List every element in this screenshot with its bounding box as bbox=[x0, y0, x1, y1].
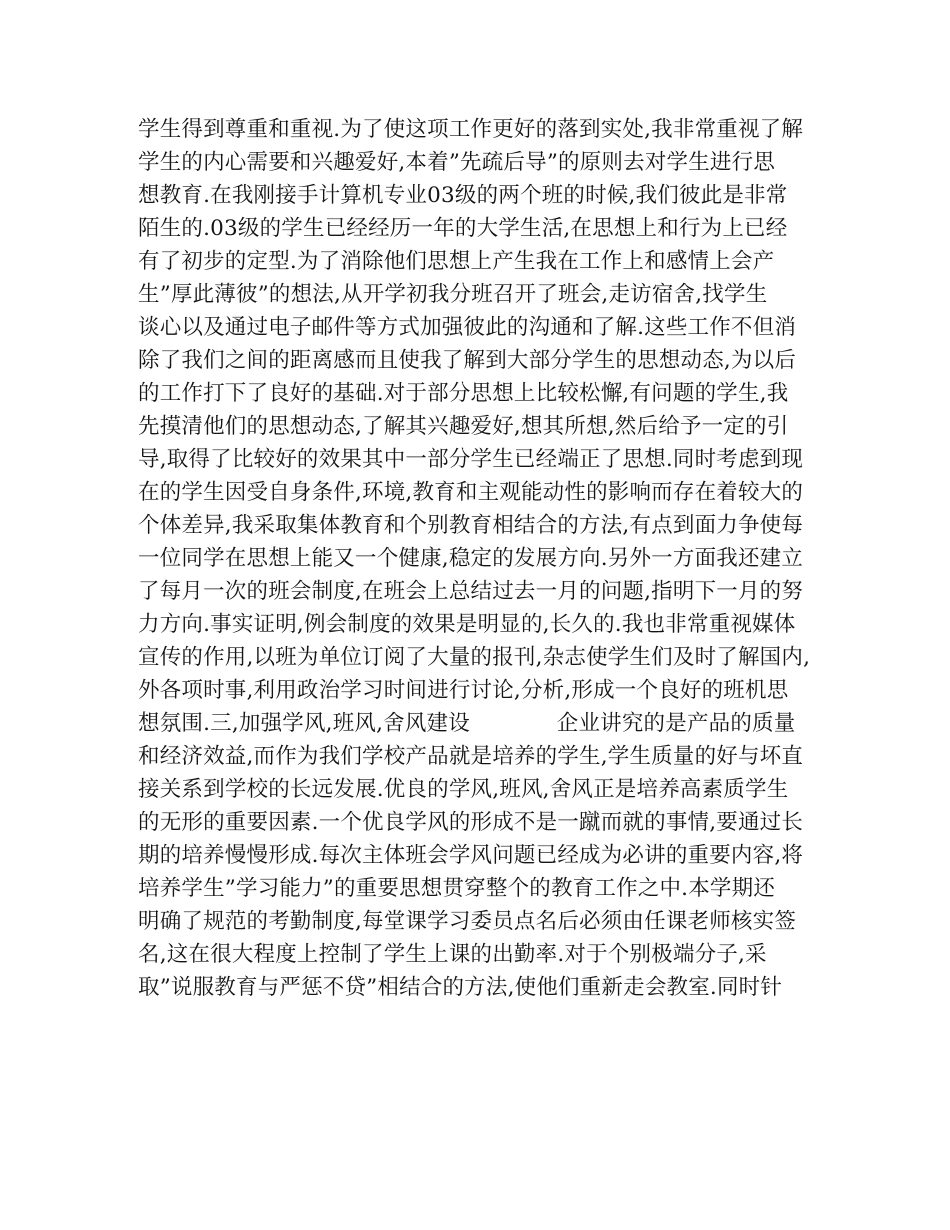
text-line: 先摸清他们的思想动态,了解其兴趣爱好,想其所想,然后给予一定的引 bbox=[138, 414, 789, 439]
text-line: 接关系到学校的长远发展.优良的学风,班风,舍风正是培养高素质学生 bbox=[138, 777, 789, 802]
text-line: 导,取得了比较好的效果其中一部分学生已经端正了思想.同时考虑到现 bbox=[138, 447, 804, 472]
text-line: 的无形的重要因素.一个优良学风的形成不是一蹴而就的事情,要通过长 bbox=[138, 810, 804, 835]
text-line: 的工作打下了良好的基础.对于部分思想上比较松懈,有问题的学生,我 bbox=[138, 381, 789, 406]
text-line: 有了初步的定型.为了消除他们思想上产生我在工作上和感情上会产 bbox=[138, 249, 775, 274]
text-line: 力方向.事实证明,例会制度的效果是明显的,长久的.我也非常重视媒体 bbox=[138, 612, 796, 637]
text-line: 了每月一次的班会制度,在班会上总结过去一月的问题,指明下一月的努 bbox=[138, 579, 804, 604]
text-line: 学生的内心需要和兴趣爱好,本着”先疏后导”的原则去对学生进行思 bbox=[138, 150, 776, 175]
text-line: 名,这在很大程度上控制了学生上课的出勤率.对于个别极端分子,采 bbox=[138, 942, 767, 967]
text-line: 宣传的作用,以班为单位订阅了大量的报刊,杂志使学生们及时了解国内, bbox=[138, 645, 811, 670]
text-line: 除了我们之间的距离感而且使我了解到大部分学生的思想动态,为以后 bbox=[138, 348, 797, 373]
text-line: 明确了规范的考勤制度,每堂课学习委员点名后必须由任课老师核实签 bbox=[138, 909, 797, 934]
text-line: 取”说服教育与严惩不贷”相结合的方法,使他们重新走会教室.同时针 bbox=[138, 975, 783, 1000]
text-line: 生”厚此薄彼”的想法,从开学初我分班召开了班会,走访宿舍,找学生 bbox=[138, 282, 768, 307]
text-line: 外各项时事,利用政治学习时间进行讨论,分析,形成一个良好的班机思 bbox=[138, 678, 789, 703]
text-line: 想氛围.三,加强学风,班风,舍风建设 企业讲究的是产品的质量 bbox=[138, 711, 796, 736]
text-line: 想教育.在我刚接手计算机专业03级的两个班的时候,我们彼此是非常 bbox=[138, 183, 788, 208]
text-line: 一位同学在思想上能又一个健康,稳定的发展方向.另外一方面我还建立 bbox=[138, 546, 804, 571]
text-line: 和经济效益,而作为我们学校产品就是培养的学生,学生质量的好与坏直 bbox=[138, 744, 804, 769]
body-text bbox=[138, 113, 828, 1004]
text-line: 培养学生”学习能力”的重要思想贯穿整个的教育工作之中.本学期还 bbox=[138, 876, 776, 901]
text-line: 学生得到尊重和重视.为了使这项工作更好的落到实处,我非常重视了解 bbox=[138, 117, 804, 142]
text-line: 谈心以及通过电子邮件等方式加强彼此的沟通和了解.这些工作不但消 bbox=[138, 315, 797, 340]
text-line: 个体差异,我采取集体教育和个别教育相结合的方法,有点到面力争使每 bbox=[138, 513, 804, 538]
text-line: 陌生的.03级的学生已经经历一年的大学生活,在思想上和行为上已经 bbox=[138, 216, 788, 241]
text-line: 在的学生因受自身条件,环境,教育和主观能动性的影响而存在着较大的 bbox=[138, 480, 804, 505]
text-line: 期的培养慢慢形成.每次主体班会学风问题已经成为必讲的重要内容,将 bbox=[138, 843, 804, 868]
